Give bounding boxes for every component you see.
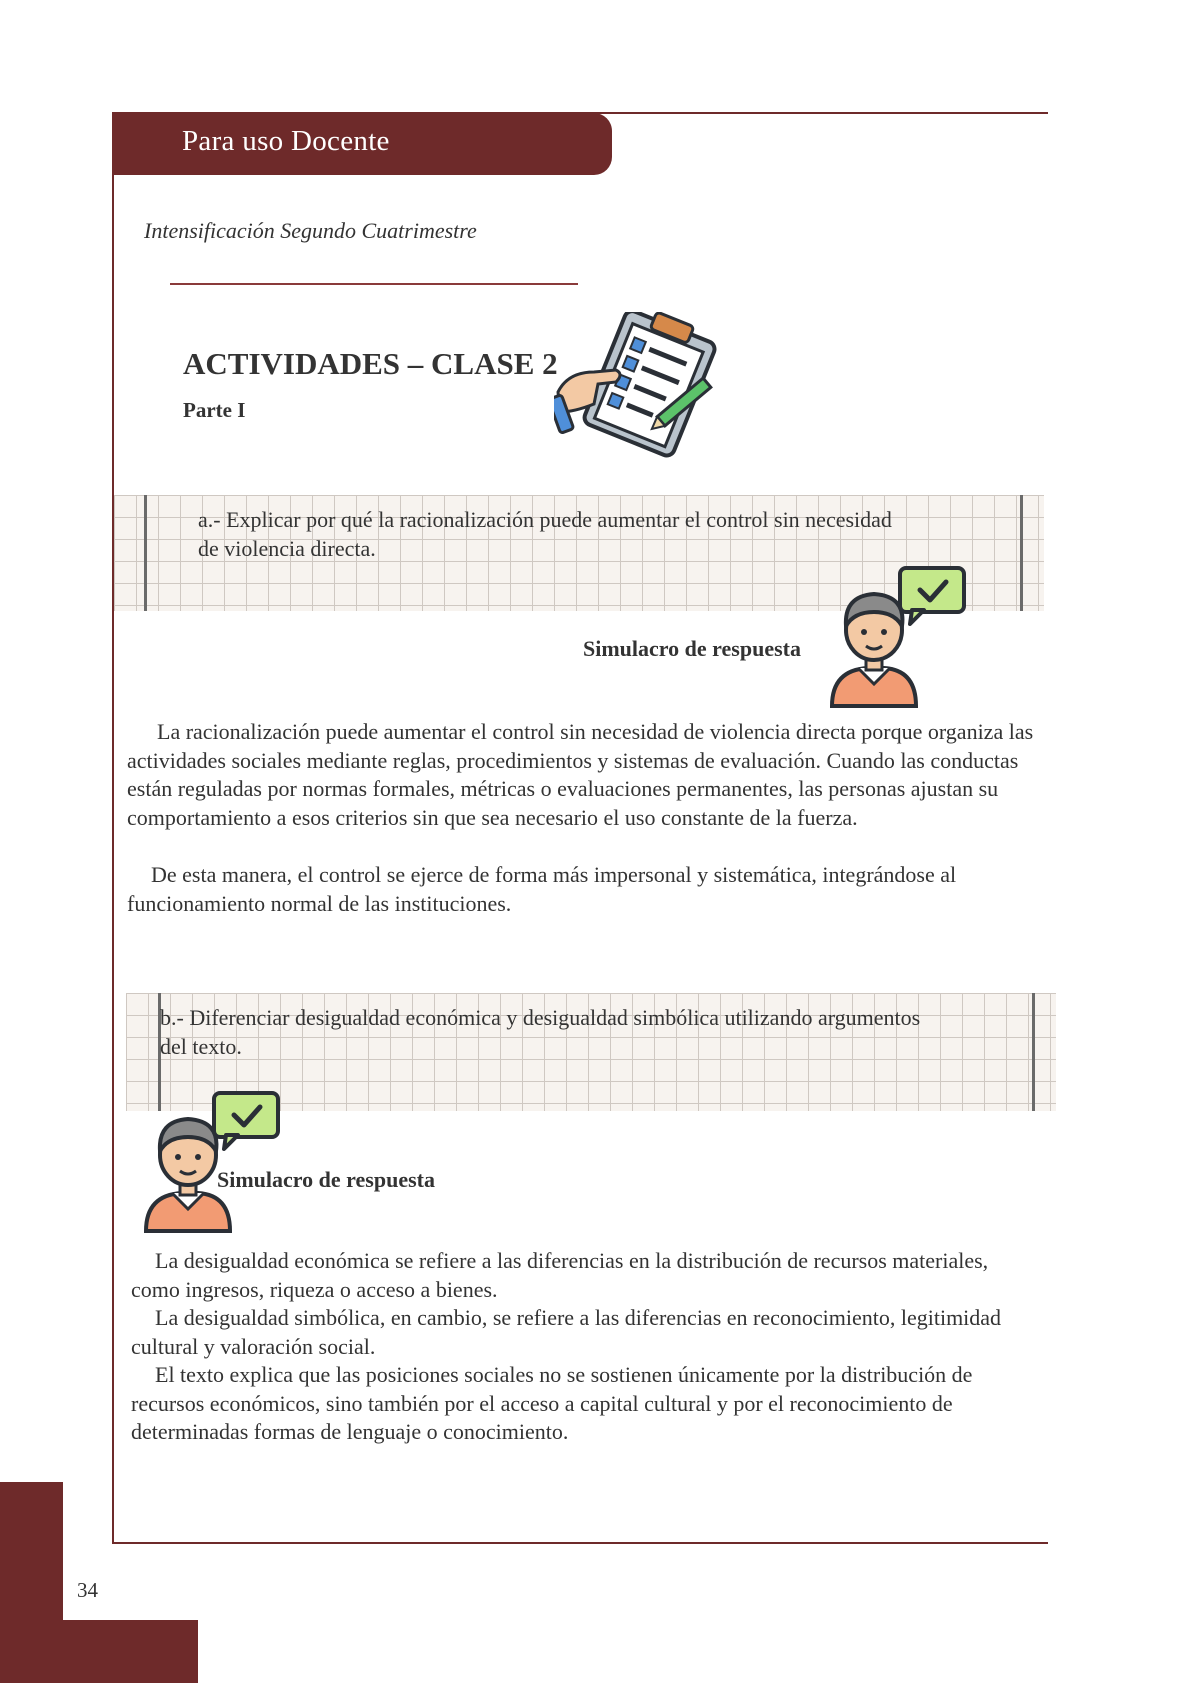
grid-right-bar — [1032, 993, 1035, 1111]
answer-b-paragraph-3: El texto explica que las posiciones sociales no se sostienen únicamente por la distribución de recursos económicos, sino también por el acceso a capital cultural y por el reconocimiento de determinadas formas de lenguaje o conocimiento. — [131, 1362, 973, 1445]
subtitle-divider — [170, 283, 578, 285]
frame-bottom-border — [112, 1542, 1048, 1544]
question-a-line-1: a.- Explicar por qué la racionalización puede aumentar el control sin necesidad — [198, 507, 892, 532]
header-tab — [112, 113, 612, 175]
grid-right-bar — [1020, 495, 1023, 611]
response-label-a: Simulacro de respuesta — [583, 636, 801, 661]
question-b-line-1: b.- Diferenciar desigualdad económica y desigualdad simbólica utilizando argumentos — [160, 1005, 921, 1030]
question-b-line-2: del texto. — [160, 1034, 242, 1059]
answer-a-paragraph-1: La racionalización puede aumentar el control sin necesidad de violencia directa porque organiza las actividades sociales mediante reglas, procedimientos y sistemas de evaluación. Cuando las conductas están reguladas por normas formales, métricas o evaluaciones permanentes, las personas ajustan su comportamiento a esos criterios sin que sea necesario el uso constante de la fuerza. — [127, 719, 1034, 831]
clipboard-checklist-icon — [554, 312, 724, 462]
page-number: 34 — [77, 1578, 98, 1602]
corner-decoration — [0, 1620, 198, 1683]
grid-left-bar — [144, 495, 147, 611]
frame-left-border — [112, 112, 114, 1544]
teacher-approval-icon — [138, 1085, 288, 1235]
answer-a-paragraph-2: De esta manera, el control se ejerce de forma más impersonal y sistemática, integrándose al funcionamiento normal de las instituciones. — [127, 862, 957, 916]
question-a-line-2: de violencia directa. — [198, 536, 376, 561]
teacher-approval-icon — [824, 560, 974, 710]
answer-b-paragraph-1: La desigualdad económica se refiere a las diferencias en la distribución de recursos materiales, como ingresos, riqueza o acceso a bienes. — [131, 1248, 989, 1302]
page-title: ACTIVIDADES – CLASE 2 — [183, 346, 558, 381]
response-label-b: Simulacro de respuesta — [217, 1167, 435, 1192]
header-tab-label: Para uso Docente — [182, 125, 390, 157]
page-subtitle: Intensificación Segundo Cuatrimestre — [144, 218, 477, 243]
answer-b-paragraph-2: La desigualdad simbólica, en cambio, se refiere a las diferencias en reconocimiento, legitimidad cultural y valoración social. — [131, 1305, 1002, 1359]
part-label: Parte I — [183, 398, 246, 422]
